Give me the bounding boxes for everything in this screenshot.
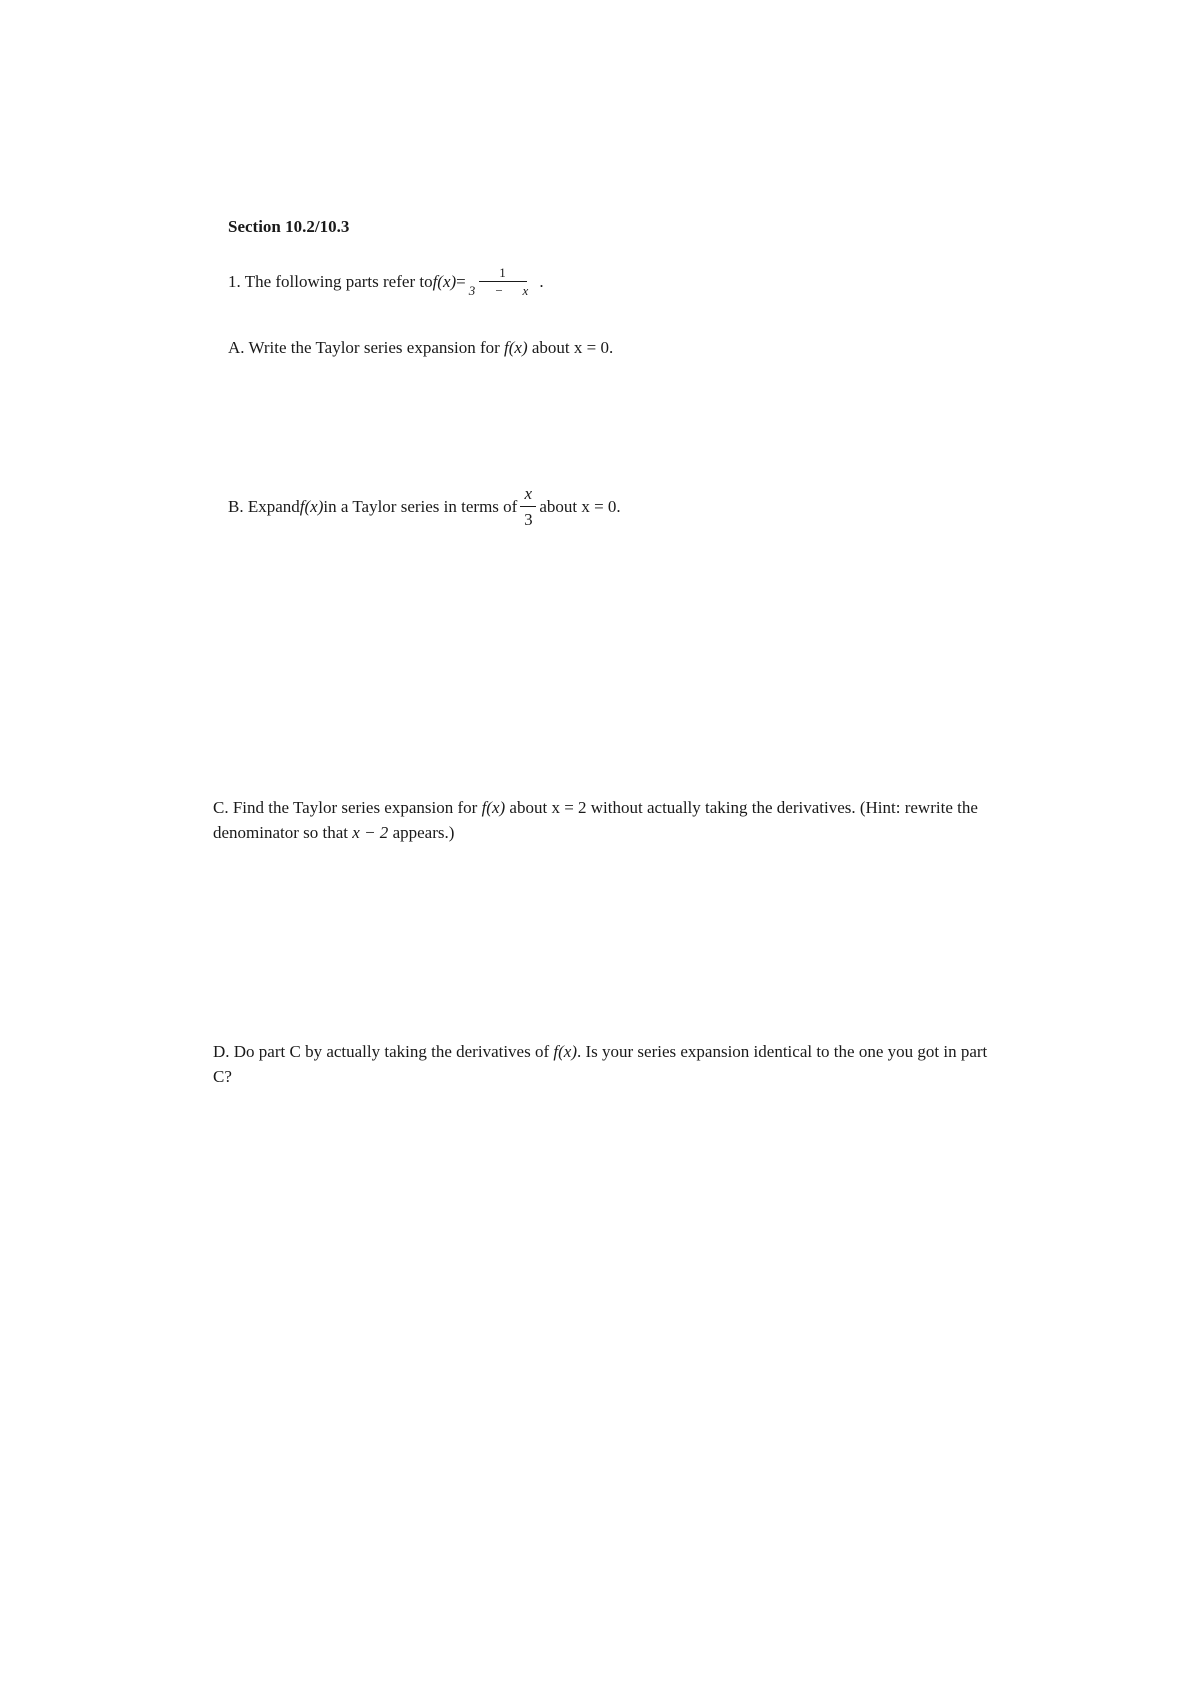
question-1-fraction — [469, 266, 537, 297]
part-b-suffix: about x = 0. — [539, 496, 621, 516]
part-b-fraction-numerator: x — [520, 485, 536, 507]
part-c-function: f(x) — [481, 798, 506, 817]
question-1-prefix: 1. The following parts refer to — [228, 271, 433, 291]
question-1-suffix: . — [539, 271, 544, 291]
part-a-suffix: about x = 0. — [527, 338, 614, 357]
part-c-suffix: appears.) — [388, 822, 455, 842]
part-b-middle: in a Taylor series in terms of — [323, 496, 518, 516]
part-b — [228, 485, 621, 541]
question-1-numerator: 1 — [479, 266, 527, 282]
part-b-fraction — [520, 485, 536, 528]
part-c — [213, 796, 1013, 845]
part-d-prefix: D. Do part C by actually taking the derivatives of — [213, 1042, 554, 1061]
part-a-prefix: A. Write the Taylor series expansion for — [228, 338, 505, 357]
question-1-function: f(x) — [432, 271, 457, 291]
part-c-expression: x − 2 — [352, 822, 389, 842]
part-a — [228, 335, 613, 361]
part-a-function: f(x) — [504, 338, 528, 357]
question-1-denominator: 3 − x — [468, 283, 537, 298]
part-b-fraction-denominator: 3 — [524, 510, 533, 529]
part-d-function: f(x) — [553, 1042, 577, 1061]
part-c-middle: about x = 2 without actually taking the derivatives. (Hint: rewrite the denominator so that — [213, 798, 978, 842]
part-b-prefix: B. Expand — [228, 496, 300, 516]
part-d-suffix: . Is your series expansion identical to the one you got in part C? — [213, 1042, 988, 1086]
question-1 — [228, 266, 544, 306]
part-c-prefix: C. Find the Taylor series expansion for — [213, 798, 482, 817]
part-d — [213, 1040, 993, 1089]
section-title: Section 10.2/10.3 — [228, 217, 350, 236]
question-1-equals: = — [456, 271, 466, 291]
part-b-function: f(x) — [299, 496, 324, 516]
